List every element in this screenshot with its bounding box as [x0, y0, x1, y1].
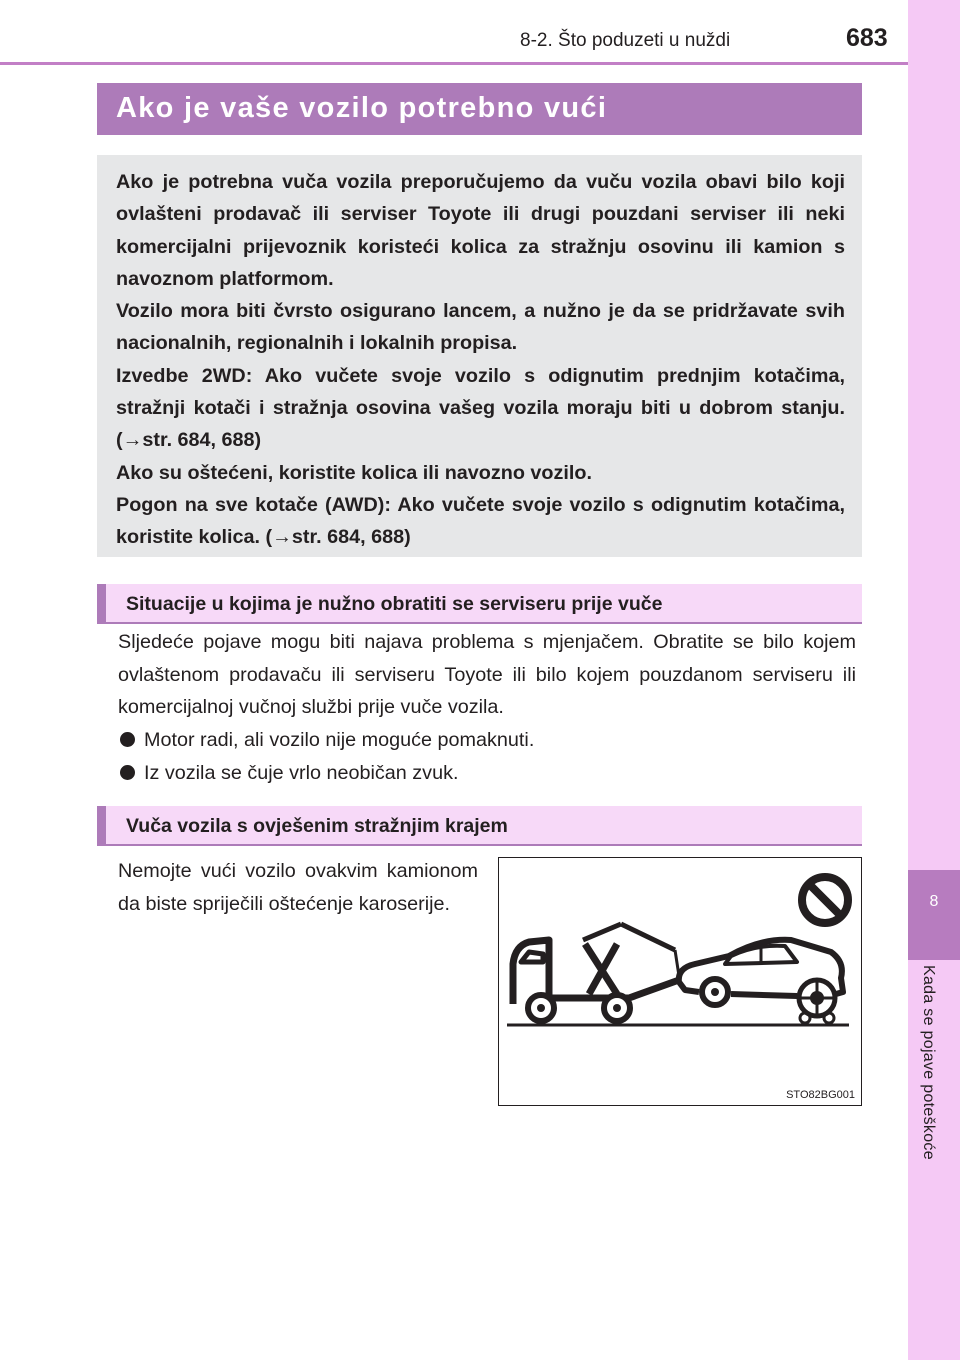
figure-code: STO82BG001 — [786, 1089, 855, 1101]
page-number: 683 — [846, 24, 888, 52]
bullet-item — [120, 762, 458, 785]
header-section-title: 8-2. Što poduzeti u nuždi — [520, 30, 731, 51]
intro-paragraph: Ako su oštećeni, koristite kolica ili navozno vozilo. — [116, 461, 592, 484]
section-heading-service: Situacije u kojima je nužno obratiti se serviseru prije vuče — [97, 584, 862, 624]
tow-truck-icon — [513, 924, 679, 1021]
intro-paragraph: Ako je potrebna vuča vozila preporučujemo da vuču vozila obavi bilo koji ovlašteni prodavač ili serviser Toyote ili drugi pouzdani serviser ili neki komercijalni prijevoznik koristeći kolica za stražnju osovinu ili kamion s navoznom platformom. — [116, 171, 845, 290]
intro-paragraph: Izvedbe 2WD: Ako vučete svoje vozilo s odignutim prednjim kotačima, stražnji kotači i stražnja osovina vašeg vozila moraju biti u dobrom stanju. (→str. 684, 688) — [116, 364, 845, 452]
intro-paragraph: Pogon na sve kotače (AWD): Ako vučete svoje vozilo s odignutim kotačima, koristite kolica. (→str. 684, 688) — [116, 493, 845, 549]
intro-box — [97, 155, 862, 557]
page-title: Ako je vaše vozilo potrebno vući — [97, 83, 862, 135]
towing-illustration — [498, 857, 862, 1106]
chapter-number: 8 — [929, 893, 939, 910]
service-paragraph: Sljedeće pojave mogu biti najava problema s mjenjačem. Obratite se bilo kojem ovlaštenom prodavaču ili serviseru Toyote ili bilo kojem pouzdanom serviseru ili komercijalnoj vučnoj službi prije vuče vozila. — [118, 631, 856, 718]
section-heading-towing: Vuča vozila s ovješenim stražnjim krajem — [97, 806, 862, 846]
header-rule — [0, 62, 908, 65]
towing-paragraph: Nemojte vući vozilo ovakvim kamionom da biste spriječili oštećenje karoserije. — [118, 860, 478, 915]
intro-paragraph: Vozilo mora biti čvrsto osigurano lancem, a nužno je da se pridržavate svih nacionalnih, regionalnih i lokalnih propisa. — [116, 300, 845, 355]
chapter-number-tab — [908, 870, 960, 960]
chapter-title: Kada se pojave poteškoće — [920, 965, 937, 1160]
bullet-icon — [120, 732, 135, 747]
bullet-text: Iz vozila se čuje vrlo neobičan zvuk. — [144, 762, 459, 784]
prohibited-icon — [802, 877, 848, 923]
bullet-item — [120, 729, 534, 752]
car-icon — [679, 940, 843, 1023]
bullet-icon — [120, 765, 135, 780]
bullet-text: Motor radi, ali vozilo nije moguće pomaknuti. — [144, 729, 535, 751]
